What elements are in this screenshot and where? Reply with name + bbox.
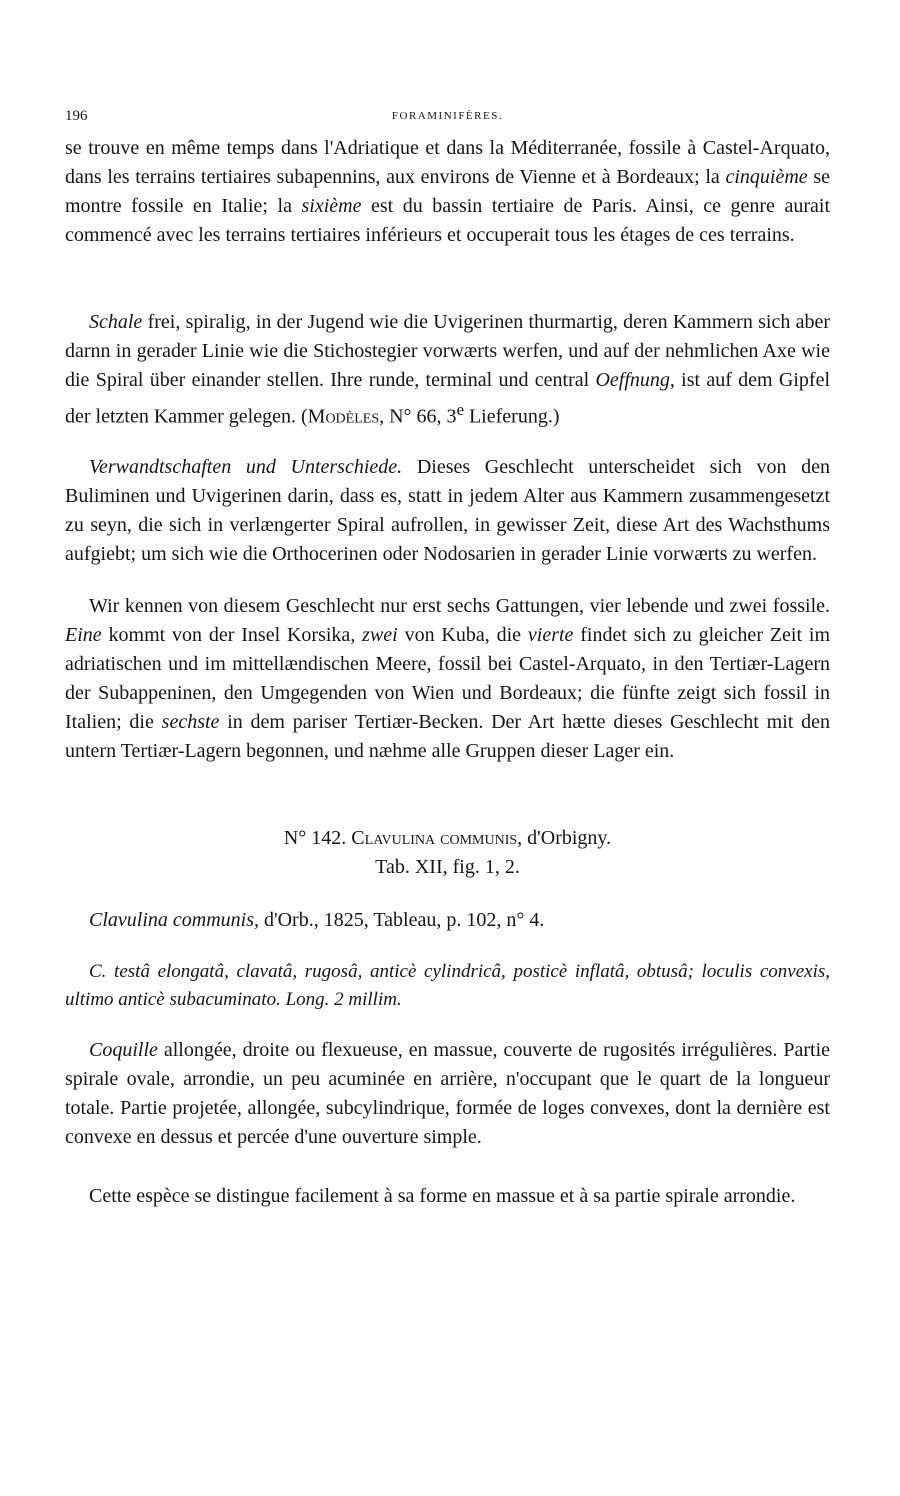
species-heading: N° 142. Clavulina communis, d'Orbigny. Tab. XII, fig. 1, 2.: [65, 824, 830, 882]
paragraph-shell-description: Coquille allongée, droite ou flexueuse, en massue, couverte de rugosités irrégulières. Partie spirale ovale, arrondie, un peu acuminée en arrière, n'occupant que le quart de la longueur totale. Partie projetée, allongée, subcylindrique, formée de loges convexes, dont la dernière est convexe en dessus et percée d'une ouverture simple.: [65, 1039, 830, 1148]
paragraph-german-species: Wir kennen von diesem Geschlecht nur erst sechs Gattungen, vier lebende und zwei fossile. Eine kommt von der Insel Korsika, zwei von Kuba, die vierte findet sich zu gleicher Zeit im adriatischen und im mittellændischen Meere, fossil bei Castel-Arquato, in den Tertiær-Lagern der Subappeninen, den Umgegenden von Wien und Bordeaux; die fünfte zeigt sich fossil in Italien; die sechste in dem pariser Tertiær-Becken. Der Art hætte dieses Geschlecht mit den untern Tertiær-Lagern begonnen, und næhme alle Gruppen dieser Lager ein.: [65, 595, 830, 762]
paragraph-distinction: Cette espèce se distingue facilement à sa forme en massue et à sa partie spirale arrondie.: [89, 1185, 796, 1207]
page-header: [65, 108, 830, 128]
paragraph-french-intro: se trouve en même temps dans l'Adriatique et dans la Méditerranée, fossile à Castel-Arquato, dans les terrains tertiaires subapennins, aux environs de Vienne et à Bordeaux; la cinquième se montre fossile en Italie; la sixième est du bassin tertiaire de Paris. Ainsi, ce genre aurait commencé avec les terrains tertiaires inférieurs et occuperait tous les étages de ces terrains.: [65, 137, 831, 246]
plate-reference: Tab. XII, fig. 1, 2.: [375, 856, 520, 878]
running-title: FORAMINIFÈRES.: [391, 110, 504, 122]
paragraph-german-description: Schale frei, spiralig, in der Jugend wie die Uvigerinen thurmartig, deren Kammern sich aber darnn in gerader Linie wie die Stichostegier vorwærts werfen, und auf der nehmlichen Axe wie die Spiral über einander stellen. Ihre runde, terminal und central Oeffnung, ist auf dem Gipfel der letzten Kammer gelegen. (Modèles, N° 66, 3e Lieferung.): [65, 311, 830, 428]
page-number: 196: [65, 108, 88, 124]
latin-diagnosis: C. testâ elongatâ, clavatâ, rugosâ, anticè cylindricâ, posticè inflatâ, obtusâ; loculis convexis, ultimo anticè subacuminato. Long. 2 millim.: [65, 961, 830, 1010]
paragraph-german-relations: Verwandtschaften und Unterschiede. Dieses Geschlecht unterscheidet sich von den Buliminen und Uvigerinen darin, dass es, statt in jedem Alter aus Kammern zusammengesetzt zu seyn, die sich in verlængerter Spiral aufrollen, in gewisser Zeit, diese Art des Wachsthums aufgiebt; um sich wie die Orthocerinen oder Nodosarien in gerader Linie vorwærts zu werfen.: [65, 456, 830, 565]
synonymy: Clavulina communis, d'Orb., 1825, Tableau, p. 102, n° 4.: [89, 909, 545, 931]
